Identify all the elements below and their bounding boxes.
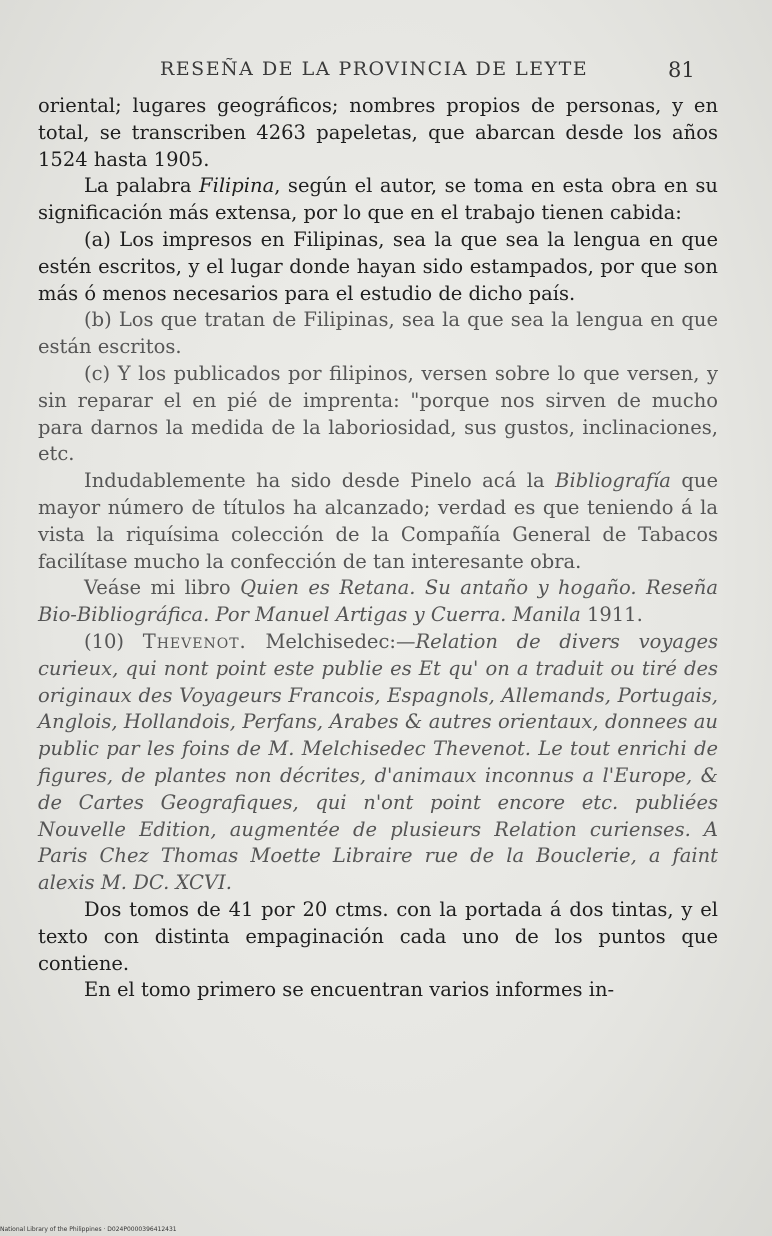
entry-author-name: Melchisedec:— xyxy=(265,629,416,653)
paragraph-text: (a) Los impresos en Filipinas, sea la que sea la lengua en que estén escritos, y el lugar donde hayan sido estampados, por que son más ó menos necesarios para el estudio de dicho país. xyxy=(38,227,718,305)
paragraph-tomos xyxy=(38,897,718,977)
italic-title: Bibliografía xyxy=(555,469,671,493)
paragraph-pinelo xyxy=(38,468,718,575)
paragraph-text: En el tomo primero se encuentran varios informes in- xyxy=(84,978,615,1002)
entry-number: (10) xyxy=(84,629,125,653)
paragraph-text: Dos tomos de 41 por 20 ctms. con la portada á dos tintas, y el texto con distinta empaginación cada uno de los puntos que contiene. xyxy=(38,897,718,975)
body-text xyxy=(38,93,718,1004)
page-number: 81 xyxy=(668,58,695,82)
paragraph-text: La palabra xyxy=(84,174,200,198)
paragraph-text: Indudablemente ha sido desde Pinelo acá la xyxy=(84,469,556,493)
paragraph-item-a xyxy=(38,227,718,307)
paragraph-text: oriental; lugares geográficos; nombres propios de personas, y en total, se transcriben 4263 papeletas, que abarcan desde los años 1524 hasta 1905. xyxy=(38,94,718,171)
entry-title: Relation de divers voyages curieux, qui nont point este publie es Et qu' on a traduit ou tiré des originaux des Voyageurs Francois, Espagnols, Allemands, Portugais, Anglois, Hollandois, Perfans, Arabes & autres orientaux, donnees au public par les foins de M. Melchisedec Thevenot. Le tout enrichi de figures, de plantes non décrites, d'animaux inconnus a l'Europe, & de Cartes Geografiques, qui n'ont point encore etc. publiées Nouvelle Edition, augmentée de plusieurs Relation curienses. A Paris Chez Thomas Moette Libraire rue de la Bouclerie, a faint alexis M. DC. XCVI. xyxy=(38,629,719,895)
italic-term: Filipina xyxy=(199,174,275,198)
paragraph-continuation xyxy=(38,93,718,173)
paragraph-text: (c) Y los publicados por filipinos, versen sobre lo que versen, y sin reparar el en pié de imprenta: "porque nos sirven de mucho para darnos la medida de la laboriosidad, sus gustos, inclinaciones, etc. xyxy=(38,361,718,466)
paragraph-text: (b) Los que tratan de Filipinas, sea la que sea la lengua en que están escritos. xyxy=(38,308,718,359)
bibliographic-entry-10 xyxy=(38,629,718,897)
paragraph-text: 1911. xyxy=(580,603,643,627)
paragraph-text: Veáse mi libro xyxy=(84,576,241,600)
paragraph-text: , según el autor, se toma en esta obra en su significación más extensa, por lo que en el trabajo tienen cabida: xyxy=(38,174,718,225)
paragraph-reference xyxy=(38,575,718,629)
italic-title: Quien es Retana. Su antaño y hogaño. Reseña Bio-Bibliográfica. Por Manuel Artigas y Cuerra. Manila xyxy=(38,576,718,627)
paragraph-item-b xyxy=(38,307,718,361)
entry-author: Thevenot. xyxy=(142,629,247,653)
paragraph-text: que mayor número de títulos ha alcanzado; verdad es que teniendo á la vista la riquísima colección de la Compañía General de Tabacos facilítase mucho la confección de tan interesante obra. xyxy=(38,469,718,573)
page-header xyxy=(0,58,772,88)
paragraph-item-c xyxy=(38,361,718,468)
scan-credit: National Library of the Philippines · D024P0000396412431 xyxy=(0,1226,177,1233)
paragraph-filipina xyxy=(38,173,718,227)
running-title: RESEÑA DE LA PROVINCIA DE LEYTE xyxy=(160,58,589,80)
paragraph-tomo-primero xyxy=(38,977,718,1004)
